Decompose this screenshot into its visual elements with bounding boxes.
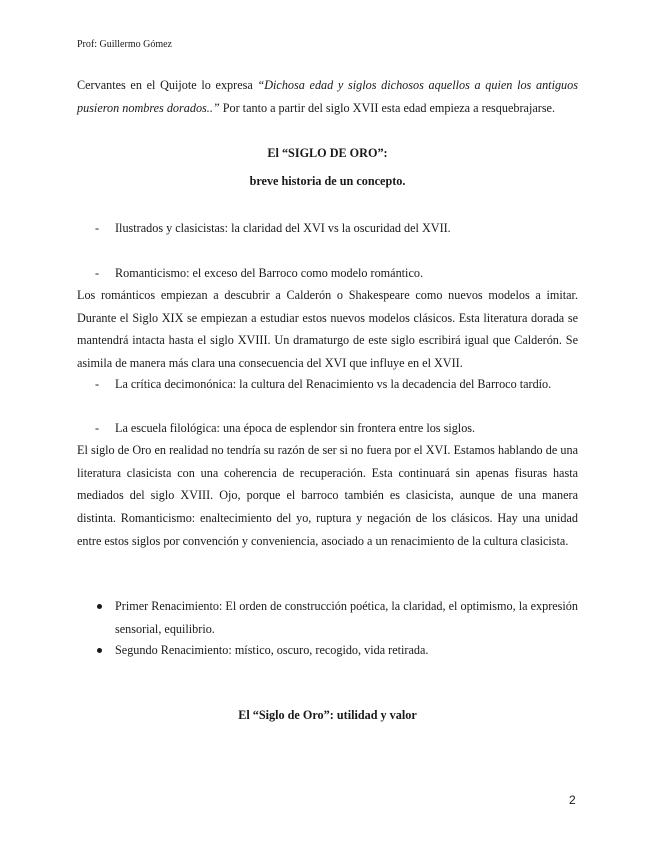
dash-marker: - — [95, 221, 100, 235]
bullet-item — [95, 595, 578, 640]
section-title: El “SIGLO DE ORO”: — [267, 146, 388, 160]
romanticos-paragraph: Los románticos empiezan a descubrir a Calderón o Shakespeare como nuevos modelos a imitar. Durante el Siglo XIX se empiezan a estudiar estos nuevos modelos clásicos. Esta literatura dorada se mantendrá intacta hasta el siglo XVIII. Un dramaturgo de este siglo escribirá igual que Calderón. Se asimila de manera más clara una consecuencia del XVI que influye en el XVII. — [77, 288, 578, 371]
page-header: Prof: Guillermo Gómez — [77, 39, 172, 50]
bullet-item — [95, 639, 578, 662]
list-item — [95, 217, 578, 240]
list-item — [95, 417, 578, 440]
dash-marker: - — [95, 421, 100, 435]
list-item-text: La escuela filológica: una época de esplendor sin frontera entre los siglos. — [115, 421, 476, 435]
list-item — [95, 262, 578, 285]
section-subtitle: breve historia de un concepto. — [249, 174, 406, 188]
section-title-2: El “Siglo de Oro”: utilidad y valor — [238, 708, 417, 722]
list-item-text: Romanticismo: el exceso del Barroco como modelo romántico. — [115, 266, 423, 280]
list-item-text: Ilustrados y clasicistas: la claridad del XVI vs la oscuridad del XVII. — [115, 221, 451, 235]
list-item — [95, 373, 578, 396]
siglo-oro-paragraph: El siglo de Oro en realidad no tendría su razón de ser si no fuera por el XVI. Estamos hablando de una literatura clasicista con una coherencia de recuperación. Esta continuará sin apenas fisuras hasta mediados del siglo XVIII. Ojo, porque el barroco también es clasicista, aunque de una manera distinta. Romanticismo: enaltecimiento del yo, ruptura y negación de los clásicos. Hay una unidad entre estos siglos por convención y conveniencia, asociado a un renacimiento de la cultura clasicista. — [77, 443, 578, 548]
intro-quote: “Dichosa edad y siglos dichosos aquellos a quien los antiguos pusieron nombres dorados..” — [77, 78, 578, 115]
bullet-item-text: Primer Renacimiento: El orden de construcción poética, la claridad, el optimismo, la expresión sensorial, equilibrio. — [115, 599, 578, 636]
bullet-dot-icon — [97, 648, 102, 653]
intro-text-1: Cervantes en el Quijote lo expresa — [77, 78, 258, 92]
intro-paragraph — [77, 74, 578, 119]
dash-marker: - — [95, 266, 100, 280]
dash-marker: - — [95, 377, 100, 391]
list-item-text: La crítica decimonónica: la cultura del Renacimiento vs la decadencia del Barroco tardío. — [115, 377, 552, 391]
intro-text-2: Por tanto a partir del siglo XVII esta edad empieza a resquebrajarse. — [219, 100, 556, 115]
bullet-item-text: Segundo Renacimiento: místico, oscuro, recogido, vida retirada. — [115, 643, 429, 657]
page-number: 2 — [569, 793, 576, 807]
bullet-dot-icon — [97, 604, 102, 609]
